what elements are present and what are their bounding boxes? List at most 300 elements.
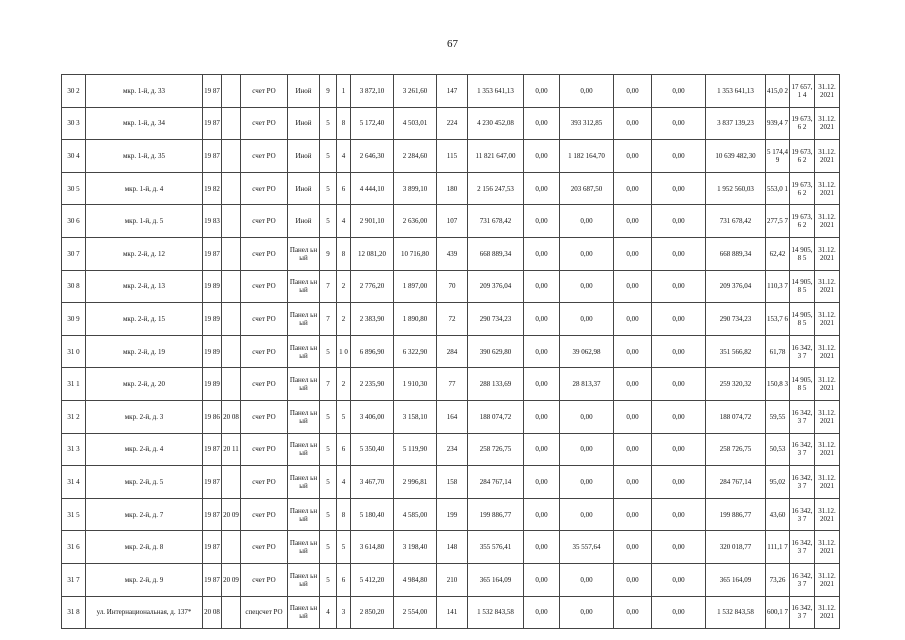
cell-cost-e: 668 889,34 — [706, 237, 766, 270]
cell-cost-b: 28 813,37 — [560, 368, 614, 401]
cell-address: мкр. 2-й, д. 5 — [86, 466, 203, 499]
cell-total-area: 3 614,80 — [351, 531, 394, 564]
cell-year-repair — [222, 466, 241, 499]
page-number: 67 — [447, 38, 458, 50]
cell-per-m2: 553,0 1 — [766, 172, 790, 205]
cell-cost-c: 0,00 — [614, 596, 652, 629]
cell-cost-b: 35 557,64 — [560, 531, 614, 564]
cell-year-repair — [222, 75, 241, 108]
cell-living-area: 2 636,00 — [394, 205, 437, 238]
cell-cost-e: 1 532 843,58 — [706, 596, 766, 629]
cell-living-area: 1 890,80 — [394, 303, 437, 336]
cell-no: 30 3 — [62, 107, 86, 140]
cell-cost-e: 199 886,77 — [706, 498, 766, 531]
cell-total-area: 3 467,70 — [351, 466, 394, 499]
cell-residents: 148 — [437, 531, 468, 564]
cell-no: 31 2 — [62, 400, 86, 433]
cell-cost-a: 0,00 — [524, 400, 560, 433]
cell-year-repair — [222, 172, 241, 205]
cell-cost-total: 199 886,77 — [468, 498, 524, 531]
cell-max-per-m2: 16 342,3 7 — [790, 466, 815, 499]
cell-year-repair — [222, 531, 241, 564]
cell-total-area: 2 383,90 — [351, 303, 394, 336]
cell-address: мкр. 1-й, д. 4 — [86, 172, 203, 205]
cell-fund: счет РО — [241, 335, 288, 368]
cell-year-repair — [222, 237, 241, 270]
cell-address: мкр. 2-й, д. 7 — [86, 498, 203, 531]
cell-living-area: 1 897,00 — [394, 270, 437, 303]
cell-cost-a: 0,00 — [524, 335, 560, 368]
cell-max-per-m2: 16 342,3 7 — [790, 335, 815, 368]
cell-max-per-m2: 14 905,8 5 — [790, 270, 815, 303]
cell-deadline: 31.12. 2021 — [815, 140, 840, 173]
cell-floors: 5 — [320, 466, 337, 499]
cell-max-per-m2: 14 905,8 5 — [790, 368, 815, 401]
cell-address: ул. Интернациональная, д. 137* — [86, 596, 203, 629]
cell-entrances: 1 — [337, 75, 351, 108]
cell-entrances: 3 — [337, 596, 351, 629]
cell-cost-c: 0,00 — [614, 237, 652, 270]
cell-material: Панел ьный — [288, 368, 320, 401]
cell-per-m2: 150,8 3 — [766, 368, 790, 401]
cell-cost-d: 0,00 — [652, 172, 706, 205]
cell-max-per-m2: 16 342,3 7 — [790, 563, 815, 596]
cell-cost-d: 0,00 — [652, 563, 706, 596]
cell-address: мкр. 1-й, д. 35 — [86, 140, 203, 173]
cell-year-repair: 20 08 — [222, 400, 241, 433]
cell-deadline: 31.12. 2021 — [815, 498, 840, 531]
cell-max-per-m2: 19 673,6 2 — [790, 205, 815, 238]
cell-max-per-m2: 19 673,6 2 — [790, 140, 815, 173]
cell-cost-e: 365 164,09 — [706, 563, 766, 596]
cell-living-area: 3 198,40 — [394, 531, 437, 564]
cell-max-per-m2: 14 905,8 5 — [790, 237, 815, 270]
cell-floors: 5 — [320, 140, 337, 173]
cell-floors: 5 — [320, 335, 337, 368]
cell-per-m2: 5 174,4 9 — [766, 140, 790, 173]
cell-living-area: 2 996,81 — [394, 466, 437, 499]
cell-total-area: 2 901,10 — [351, 205, 394, 238]
cell-year-built: 19 87 — [203, 433, 222, 466]
cell-deadline: 31.12. 2021 — [815, 368, 840, 401]
cell-deadline: 31.12. 2021 — [815, 205, 840, 238]
cell-total-area: 5 180,40 — [351, 498, 394, 531]
cell-cost-e: 188 074,72 — [706, 400, 766, 433]
cell-entrances: 5 — [337, 400, 351, 433]
cell-entrances: 6 — [337, 563, 351, 596]
cell-address: мкр. 1-й, д. 33 — [86, 75, 203, 108]
cell-no: 31 1 — [62, 368, 86, 401]
cell-cost-c: 0,00 — [614, 531, 652, 564]
cell-address: мкр. 2-й, д. 3 — [86, 400, 203, 433]
cell-total-area: 2 235,90 — [351, 368, 394, 401]
cell-cost-total: 209 376,04 — [468, 270, 524, 303]
cell-fund: счет РО — [241, 107, 288, 140]
cell-fund: счет РО — [241, 498, 288, 531]
cell-deadline: 31.12. 2021 — [815, 172, 840, 205]
cell-per-m2: 110,3 7 — [766, 270, 790, 303]
capital-repair-table — [61, 74, 840, 629]
cell-fund: счет РО — [241, 270, 288, 303]
cell-no: 30 9 — [62, 303, 86, 336]
cell-cost-c: 0,00 — [614, 335, 652, 368]
cell-material: Панел ьный — [288, 335, 320, 368]
cell-cost-d: 0,00 — [652, 270, 706, 303]
cell-total-area: 2 646,30 — [351, 140, 394, 173]
cell-cost-b: 0,00 — [560, 466, 614, 499]
cell-material: Панел ьный — [288, 400, 320, 433]
cell-deadline: 31.12. 2021 — [815, 531, 840, 564]
cell-cost-total: 288 133,69 — [468, 368, 524, 401]
cell-cost-a: 0,00 — [524, 205, 560, 238]
cell-cost-b: 0,00 — [560, 596, 614, 629]
cell-deadline: 31.12. 2021 — [815, 466, 840, 499]
cell-year-repair: 20 09 — [222, 563, 241, 596]
table-row — [62, 498, 840, 531]
table-body — [62, 75, 840, 629]
cell-per-m2: 153,7 6 — [766, 303, 790, 336]
cell-cost-total: 1 353 641,13 — [468, 75, 524, 108]
cell-cost-a: 0,00 — [524, 75, 560, 108]
cell-cost-e: 284 767,14 — [706, 466, 766, 499]
cell-cost-d: 0,00 — [652, 368, 706, 401]
cell-material: Иной — [288, 75, 320, 108]
cell-entrances: 5 — [337, 531, 351, 564]
cell-year-built: 19 87 — [203, 498, 222, 531]
cell-address: мкр. 1-й, д. 5 — [86, 205, 203, 238]
cell-deadline: 31.12. 2021 — [815, 237, 840, 270]
cell-entrances: 6 — [337, 172, 351, 205]
cell-fund: счет РО — [241, 303, 288, 336]
cell-cost-c: 0,00 — [614, 140, 652, 173]
cell-per-m2: 43,60 — [766, 498, 790, 531]
cell-cost-c: 0,00 — [614, 400, 652, 433]
cell-cost-a: 0,00 — [524, 172, 560, 205]
cell-living-area: 2 284,60 — [394, 140, 437, 173]
cell-cost-d: 0,00 — [652, 303, 706, 336]
table-row — [62, 335, 840, 368]
cell-cost-total: 731 678,42 — [468, 205, 524, 238]
cell-per-m2: 62,42 — [766, 237, 790, 270]
cell-living-area: 10 716,80 — [394, 237, 437, 270]
cell-no: 31 8 — [62, 596, 86, 629]
cell-entrances: 4 — [337, 140, 351, 173]
cell-cost-b: 203 687,50 — [560, 172, 614, 205]
cell-no: 30 7 — [62, 237, 86, 270]
cell-year-repair: 20 11 — [222, 433, 241, 466]
cell-address: мкр. 2-й, д. 13 — [86, 270, 203, 303]
cell-cost-b: 0,00 — [560, 75, 614, 108]
cell-year-built: 19 87 — [203, 531, 222, 564]
cell-cost-d: 0,00 — [652, 75, 706, 108]
cell-cost-c: 0,00 — [614, 107, 652, 140]
cell-cost-d: 0,00 — [652, 237, 706, 270]
table-row — [62, 400, 840, 433]
cell-living-area: 4 503,01 — [394, 107, 437, 140]
cell-max-per-m2: 16 342,3 7 — [790, 596, 815, 629]
cell-year-repair: 20 09 — [222, 498, 241, 531]
cell-total-area: 2 776,20 — [351, 270, 394, 303]
table-row — [62, 368, 840, 401]
cell-material: Панел ьный — [288, 596, 320, 629]
cell-cost-total: 355 576,41 — [468, 531, 524, 564]
table-row — [62, 466, 840, 499]
cell-per-m2: 73,26 — [766, 563, 790, 596]
cell-cost-total: 258 726,75 — [468, 433, 524, 466]
cell-cost-c: 0,00 — [614, 172, 652, 205]
cell-total-area: 5 412,20 — [351, 563, 394, 596]
cell-entrances: 1 0 — [337, 335, 351, 368]
cell-material: Иной — [288, 107, 320, 140]
cell-no: 31 4 — [62, 466, 86, 499]
cell-floors: 9 — [320, 75, 337, 108]
cell-cost-b: 0,00 — [560, 498, 614, 531]
cell-max-per-m2: 16 342,3 7 — [790, 498, 815, 531]
cell-cost-total: 2 156 247,53 — [468, 172, 524, 205]
cell-material: Иной — [288, 205, 320, 238]
cell-cost-b: 0,00 — [560, 433, 614, 466]
cell-year-built: 19 87 — [203, 75, 222, 108]
cell-year-built: 19 87 — [203, 107, 222, 140]
table-row — [62, 433, 840, 466]
cell-cost-e: 351 566,82 — [706, 335, 766, 368]
cell-residents: 77 — [437, 368, 468, 401]
cell-cost-total: 290 734,23 — [468, 303, 524, 336]
cell-no: 30 2 — [62, 75, 86, 108]
cell-per-m2: 50,53 — [766, 433, 790, 466]
cell-material: Панел ьный — [288, 498, 320, 531]
cell-cost-d: 0,00 — [652, 140, 706, 173]
cell-entrances: 4 — [337, 466, 351, 499]
cell-floors: 7 — [320, 303, 337, 336]
cell-floors: 5 — [320, 172, 337, 205]
cell-year-built: 19 82 — [203, 172, 222, 205]
cell-year-built: 20 08 — [203, 596, 222, 629]
cell-year-repair — [222, 140, 241, 173]
cell-max-per-m2: 14 905,8 5 — [790, 303, 815, 336]
cell-year-built: 19 87 — [203, 140, 222, 173]
cell-total-area: 3 872,10 — [351, 75, 394, 108]
cell-residents: 210 — [437, 563, 468, 596]
cell-entrances: 2 — [337, 270, 351, 303]
cell-deadline: 31.12. 2021 — [815, 75, 840, 108]
cell-max-per-m2: 16 342,3 7 — [790, 400, 815, 433]
cell-fund: счет РО — [241, 400, 288, 433]
cell-year-built: 19 89 — [203, 303, 222, 336]
cell-cost-a: 0,00 — [524, 596, 560, 629]
cell-material: Панел ьный — [288, 531, 320, 564]
cell-cost-e: 259 320,32 — [706, 368, 766, 401]
cell-no: 31 7 — [62, 563, 86, 596]
cell-material: Панел ьный — [288, 466, 320, 499]
cell-residents: 164 — [437, 400, 468, 433]
cell-no: 31 5 — [62, 498, 86, 531]
cell-deadline: 31.12. 2021 — [815, 400, 840, 433]
cell-cost-a: 0,00 — [524, 303, 560, 336]
cell-deadline: 31.12. 2021 — [815, 596, 840, 629]
cell-living-area: 4 984,80 — [394, 563, 437, 596]
cell-cost-c: 0,00 — [614, 466, 652, 499]
cell-cost-b: 0,00 — [560, 237, 614, 270]
cell-floors: 5 — [320, 400, 337, 433]
table-row — [62, 75, 840, 108]
cell-cost-a: 0,00 — [524, 237, 560, 270]
cell-residents: 234 — [437, 433, 468, 466]
cell-year-repair — [222, 205, 241, 238]
table-row — [62, 596, 840, 629]
cell-residents: 115 — [437, 140, 468, 173]
cell-cost-total: 390 629,80 — [468, 335, 524, 368]
cell-address: мкр. 2-й, д. 8 — [86, 531, 203, 564]
cell-max-per-m2: 16 342,3 7 — [790, 531, 815, 564]
cell-residents: 72 — [437, 303, 468, 336]
cell-per-m2: 111,1 7 — [766, 531, 790, 564]
cell-cost-a: 0,00 — [524, 498, 560, 531]
cell-entrances: 4 — [337, 205, 351, 238]
cell-material: Иной — [288, 172, 320, 205]
cell-material: Панел ьный — [288, 237, 320, 270]
cell-cost-a: 0,00 — [524, 563, 560, 596]
cell-fund: счет РО — [241, 237, 288, 270]
cell-cost-a: 0,00 — [524, 270, 560, 303]
cell-no: 31 0 — [62, 335, 86, 368]
cell-entrances: 8 — [337, 237, 351, 270]
cell-max-per-m2: 19 673,6 2 — [790, 172, 815, 205]
cell-cost-b: 0,00 — [560, 270, 614, 303]
cell-no: 30 5 — [62, 172, 86, 205]
cell-year-built: 19 86 — [203, 400, 222, 433]
cell-floors: 5 — [320, 205, 337, 238]
cell-cost-total: 284 767,14 — [468, 466, 524, 499]
cell-per-m2: 277,5 7 — [766, 205, 790, 238]
cell-cost-d: 0,00 — [652, 205, 706, 238]
cell-entrances: 2 — [337, 303, 351, 336]
cell-year-repair — [222, 107, 241, 140]
cell-floors: 5 — [320, 563, 337, 596]
cell-cost-total: 4 230 452,08 — [468, 107, 524, 140]
cell-cost-b: 1 182 164,70 — [560, 140, 614, 173]
cell-year-built: 19 89 — [203, 270, 222, 303]
cell-cost-e: 731 678,42 — [706, 205, 766, 238]
cell-material: Панел ьный — [288, 303, 320, 336]
cell-residents: 439 — [437, 237, 468, 270]
cell-cost-b: 393 312,85 — [560, 107, 614, 140]
cell-cost-e: 1 353 641,13 — [706, 75, 766, 108]
table-row — [62, 140, 840, 173]
cell-year-repair — [222, 303, 241, 336]
cell-cost-d: 0,00 — [652, 498, 706, 531]
cell-floors: 5 — [320, 498, 337, 531]
cell-cost-d: 0,00 — [652, 400, 706, 433]
cell-max-per-m2: 16 342,3 7 — [790, 433, 815, 466]
cell-entrances: 8 — [337, 107, 351, 140]
cell-year-repair — [222, 368, 241, 401]
cell-total-area: 6 896,90 — [351, 335, 394, 368]
cell-cost-b: 39 062,98 — [560, 335, 614, 368]
table-row — [62, 270, 840, 303]
cell-cost-b: 0,00 — [560, 563, 614, 596]
cell-material: Панел ьный — [288, 270, 320, 303]
cell-no: 30 6 — [62, 205, 86, 238]
cell-residents: 147 — [437, 75, 468, 108]
cell-year-built: 19 89 — [203, 335, 222, 368]
cell-deadline: 31.12. 2021 — [815, 335, 840, 368]
cell-residents: 284 — [437, 335, 468, 368]
cell-fund: спецсчет РО — [241, 596, 288, 629]
cell-fund: счет РО — [241, 563, 288, 596]
cell-year-repair — [222, 335, 241, 368]
cell-cost-a: 0,00 — [524, 107, 560, 140]
cell-cost-a: 0,00 — [524, 531, 560, 564]
cell-residents: 70 — [437, 270, 468, 303]
cell-floors: 5 — [320, 433, 337, 466]
cell-year-built: 19 87 — [203, 466, 222, 499]
cell-fund: счет РО — [241, 368, 288, 401]
cell-cost-d: 0,00 — [652, 596, 706, 629]
cell-cost-d: 0,00 — [652, 466, 706, 499]
cell-total-area: 12 081,20 — [351, 237, 394, 270]
cell-year-built: 19 87 — [203, 237, 222, 270]
cell-residents: 224 — [437, 107, 468, 140]
cell-living-area: 3 261,60 — [394, 75, 437, 108]
cell-cost-c: 0,00 — [614, 270, 652, 303]
cell-cost-total: 1 532 843,58 — [468, 596, 524, 629]
cell-deadline: 31.12. 2021 — [815, 303, 840, 336]
cell-fund: счет РО — [241, 433, 288, 466]
cell-material: Панел ьный — [288, 433, 320, 466]
cell-max-per-m2: 17 657,1 4 — [790, 75, 815, 108]
cell-deadline: 31.12. 2021 — [815, 563, 840, 596]
cell-material: Панел ьный — [288, 563, 320, 596]
cell-deadline: 31.12. 2021 — [815, 107, 840, 140]
cell-cost-total: 365 164,09 — [468, 563, 524, 596]
cell-floors: 5 — [320, 107, 337, 140]
cell-year-repair — [222, 270, 241, 303]
cell-cost-b: 0,00 — [560, 303, 614, 336]
cell-address: мкр. 2-й, д. 4 — [86, 433, 203, 466]
cell-living-area: 3 899,10 — [394, 172, 437, 205]
cell-total-area: 2 850,20 — [351, 596, 394, 629]
cell-total-area: 3 406,00 — [351, 400, 394, 433]
cell-no: 31 3 — [62, 433, 86, 466]
cell-floors: 4 — [320, 596, 337, 629]
cell-per-m2: 939,4 7 — [766, 107, 790, 140]
cell-deadline: 31.12. 2021 — [815, 433, 840, 466]
cell-total-area: 5 172,40 — [351, 107, 394, 140]
cell-floors: 9 — [320, 237, 337, 270]
cell-per-m2: 95,02 — [766, 466, 790, 499]
cell-year-built: 19 89 — [203, 368, 222, 401]
cell-cost-a: 0,00 — [524, 433, 560, 466]
cell-cost-b: 0,00 — [560, 205, 614, 238]
cell-material: Иной — [288, 140, 320, 173]
cell-year-repair — [222, 596, 241, 629]
cell-living-area: 2 554,00 — [394, 596, 437, 629]
cell-address: мкр. 2-й, д. 15 — [86, 303, 203, 336]
cell-cost-c: 0,00 — [614, 303, 652, 336]
cell-per-m2: 59,55 — [766, 400, 790, 433]
cell-fund: счет РО — [241, 205, 288, 238]
cell-cost-total: 11 821 647,00 — [468, 140, 524, 173]
cell-total-area: 5 350,40 — [351, 433, 394, 466]
cell-floors: 5 — [320, 531, 337, 564]
cell-cost-c: 0,00 — [614, 75, 652, 108]
cell-cost-a: 0,00 — [524, 466, 560, 499]
cell-floors: 7 — [320, 270, 337, 303]
cell-cost-c: 0,00 — [614, 205, 652, 238]
cell-cost-a: 0,00 — [524, 140, 560, 173]
table-row — [62, 303, 840, 336]
